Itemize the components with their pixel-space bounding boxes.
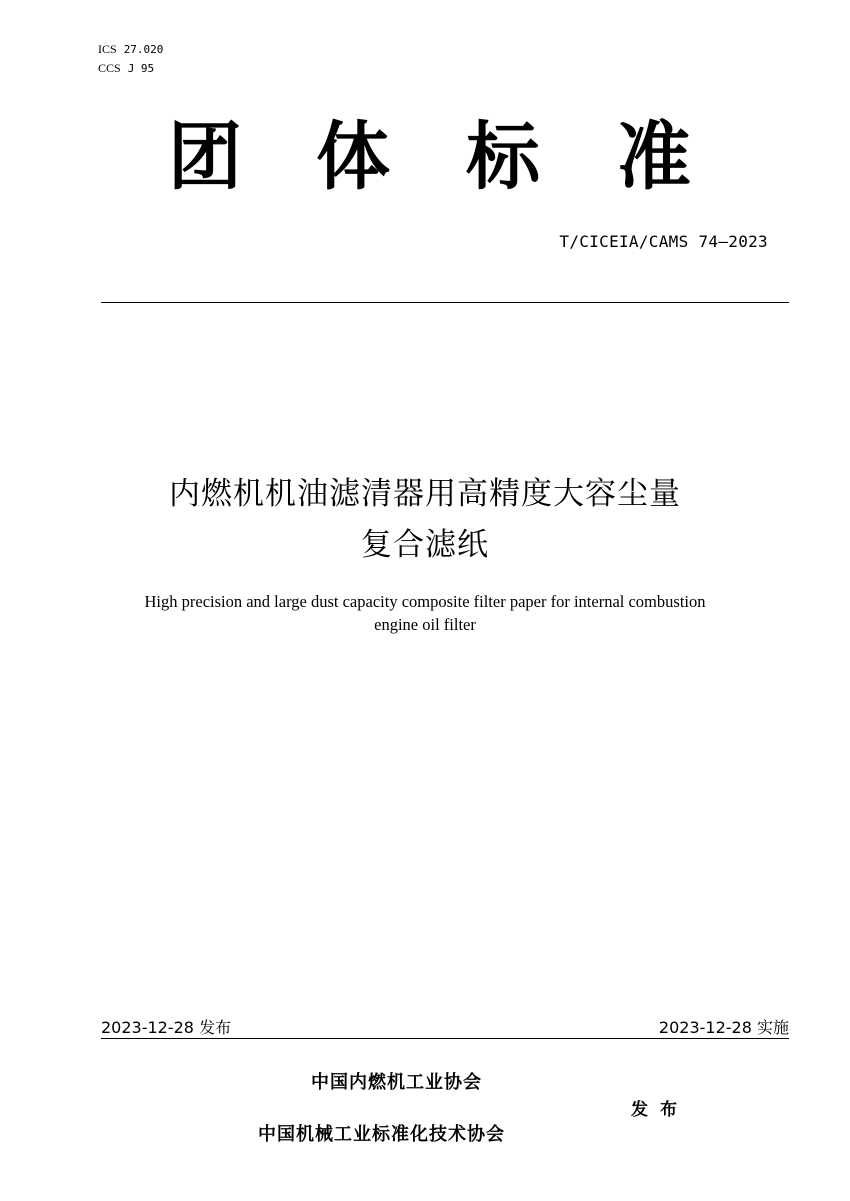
ccs-label: CCS xyxy=(98,61,121,75)
standard-type-char-2: 体 xyxy=(316,114,390,200)
classification-codes xyxy=(98,40,163,78)
publish-date: 2023-12-28 发布 xyxy=(101,1018,232,1037)
issue-label: 发布 xyxy=(631,1100,689,1120)
ics-label: ICS xyxy=(98,42,117,56)
ccs-value: J 95 xyxy=(127,62,155,75)
ics-value: 27.020 xyxy=(123,43,164,56)
issuer-org-2: 中国机械工业标准化技术协会 xyxy=(258,1124,505,1145)
standard-type-char-1: 团 xyxy=(168,114,242,200)
ccs-code xyxy=(98,59,163,78)
implement-date: 2023-12-28 实施 xyxy=(658,1018,789,1037)
title-cn-line2: 复合滤纸 xyxy=(361,527,489,563)
header-divider xyxy=(101,302,789,303)
title-en xyxy=(0,590,850,636)
title-en-line2: engine oil filter xyxy=(374,615,476,634)
title-cn-line1: 内燃机机油滤清器用高精度大容尘量 xyxy=(169,476,681,512)
standard-number: T/CICEIA/CAMS 74—2023 xyxy=(559,232,768,251)
standard-type-char-3: 标 xyxy=(466,114,540,200)
title-en-line1: High precision and large dust capacity composite filter paper for internal combustion xyxy=(144,592,706,611)
standard-type-heading xyxy=(0,112,850,202)
standard-type-char-4: 准 xyxy=(617,114,691,200)
footer-divider xyxy=(101,1038,789,1039)
ics-code xyxy=(98,40,163,59)
issuer-org-1: 中国内燃机工业协会 xyxy=(311,1072,482,1093)
